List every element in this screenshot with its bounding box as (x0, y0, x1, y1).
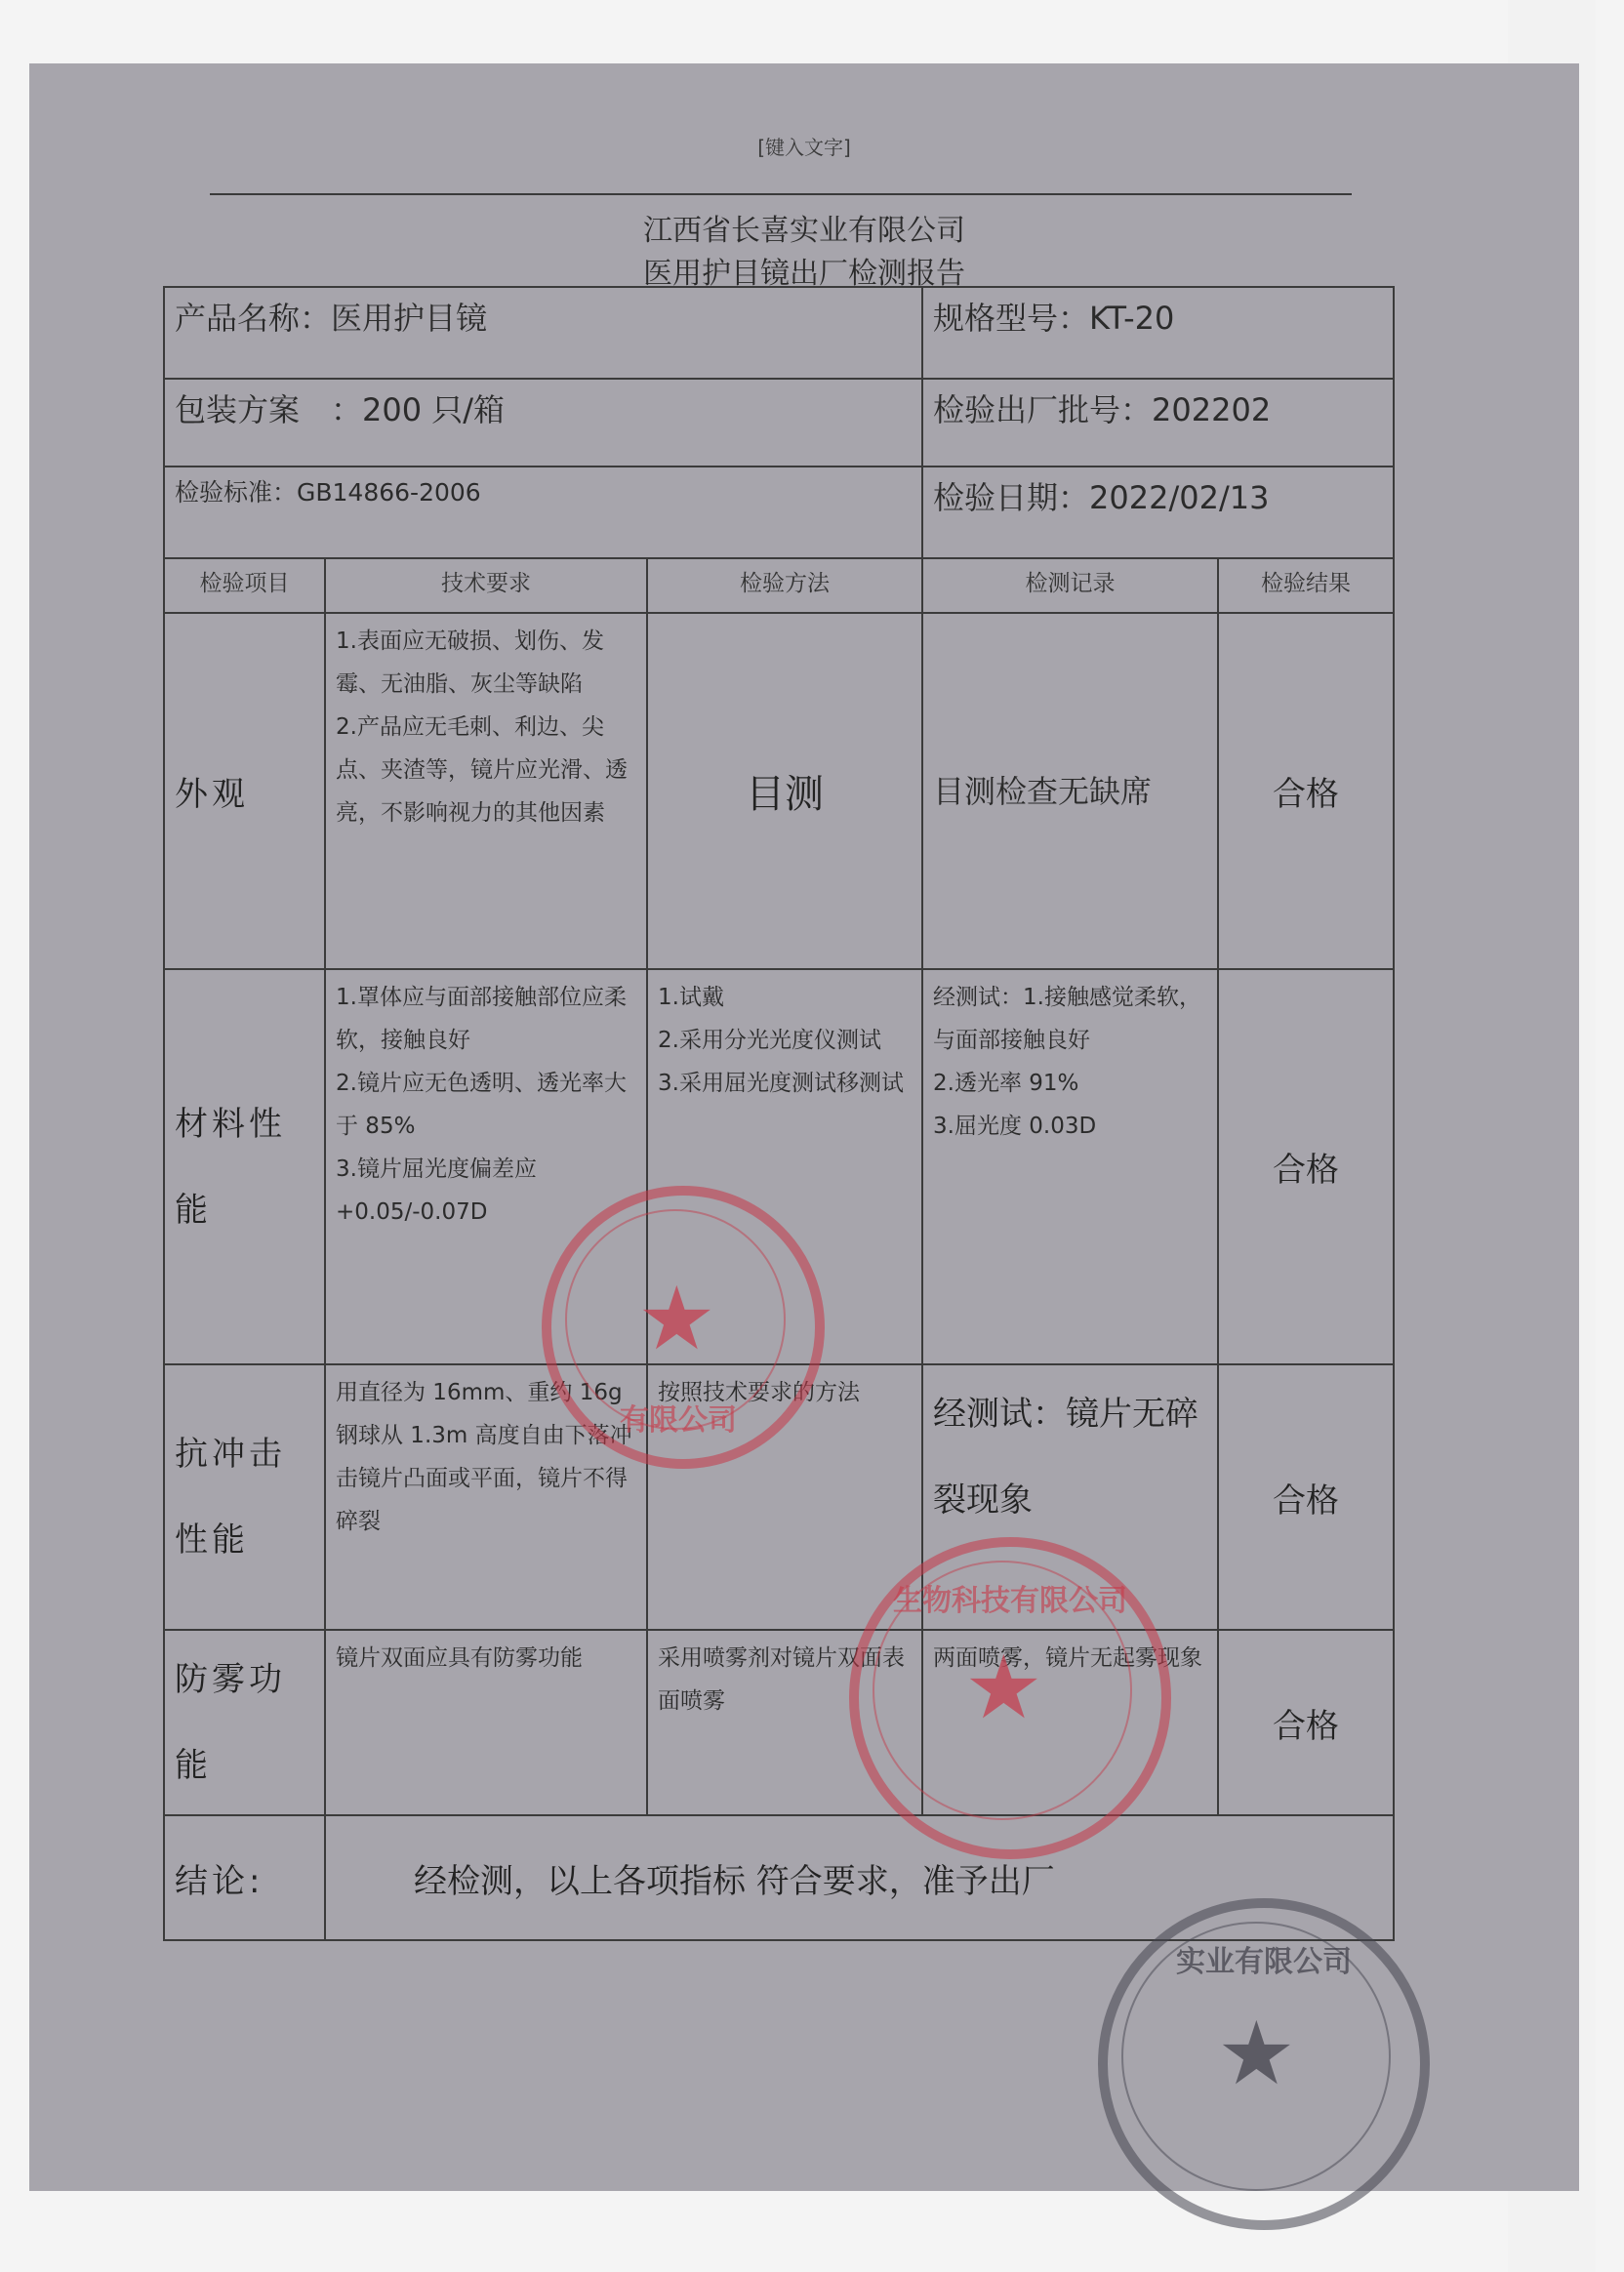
result-text: 合格 (1218, 1364, 1394, 1630)
header-rule (210, 193, 1352, 195)
requirement-text: 1.表面应无破损、划伤、发霉、无油脂、灰尘等缺陷 2.产品应无毛刺、利边、尖点、夹渣等，镜片应光滑、透亮，不影响视力的其他因素 (325, 613, 647, 969)
table-row (164, 613, 1394, 969)
conclusion-label: 结论: (164, 1815, 325, 1940)
method-text: 按照技术要求的方法 (647, 1364, 922, 1630)
inspection-date: 检验日期：2022/02/13 (922, 467, 1394, 558)
header-result: 检验结果 (1218, 558, 1394, 613)
header-method: 检验方法 (647, 558, 922, 613)
record-text: 目测检查无缺席 (922, 613, 1218, 969)
record-text: 经测试：镜片无碎裂现象 (922, 1364, 1218, 1630)
report-heading (29, 210, 1579, 296)
result-text: 合格 (1218, 613, 1394, 969)
inspection-standard: 检验标准：GB14866-2006 (164, 467, 922, 558)
record-text: 两面喷雾，镜片无起雾现象 (922, 1630, 1218, 1815)
method-text: 目测 (647, 613, 922, 969)
result-text: 合格 (1218, 969, 1394, 1364)
star-icon: ★ (637, 1268, 716, 1370)
report-title: 医用护目镜出厂检测报告 (643, 257, 965, 291)
method-text: 1.试戴 2.采用分光光度仪测试 3.采用屈光度测试移测试 (647, 969, 922, 1364)
header-item: 检验项目 (164, 558, 325, 613)
conclusion-text: 经检测，以上各项指标 符合要求，准予出厂 (325, 1815, 1394, 1940)
inspection-table (163, 286, 1395, 1941)
company-seal-1 (542, 1186, 825, 1469)
seal-2-text: 生物科技有限公司 (893, 1584, 1127, 1618)
seal-1-text: 有限公司 (620, 1403, 737, 1438)
record-text: 经测试：1.接触感觉柔软，与面部接触良好 2.透光率 91% 3.屈光度 0.03D (922, 969, 1218, 1364)
item-impact: 抗冲击性能 (164, 1364, 325, 1630)
table-row (164, 1630, 1394, 1815)
requirement-text: 用直径为 16mm、重约 16g 钢球从 1.3m 高度自由下落冲击镜片凸面或平面，镜片不得碎裂 (325, 1364, 647, 1630)
result-text: 合格 (1218, 1630, 1394, 1815)
company-seal-2 (849, 1537, 1171, 1859)
product-name: 产品名称：医用护目镜 (164, 287, 922, 379)
item-material: 材料性能 (164, 969, 325, 1364)
model-number: 规格型号：KT-20 (922, 287, 1394, 379)
company-name: 江西省长喜实业有限公司 (643, 214, 965, 248)
star-icon: ★ (964, 1637, 1043, 1739)
requirement-text: 镜片双面应具有防雾功能 (325, 1630, 647, 1815)
packaging: 包装方案 ：200 只/箱 (164, 379, 922, 467)
header-note: [键入文字] (757, 136, 851, 159)
requirement-text: 1.罩体应与面部接触部位应柔软，接触良好 2.镜片应无色透明、透光率大于 85% 3.镜片屈光度偏差应+0.05/-0.07D (325, 969, 647, 1364)
item-antifog: 防雾功能 (164, 1630, 325, 1815)
header-record: 检测记录 (922, 558, 1218, 613)
header-requirement: 技术要求 (325, 558, 647, 613)
item-appearance: 外观 (164, 613, 325, 969)
company-seal-3 (1098, 1898, 1430, 2230)
batch-number: 检验出厂批号：202202 (922, 379, 1394, 467)
seal-3-text: 实业有限公司 (1176, 1945, 1352, 1979)
star-icon: ★ (1217, 2003, 1296, 2105)
method-text: 采用喷雾剂对镜片双面表面喷雾 (647, 1630, 922, 1815)
